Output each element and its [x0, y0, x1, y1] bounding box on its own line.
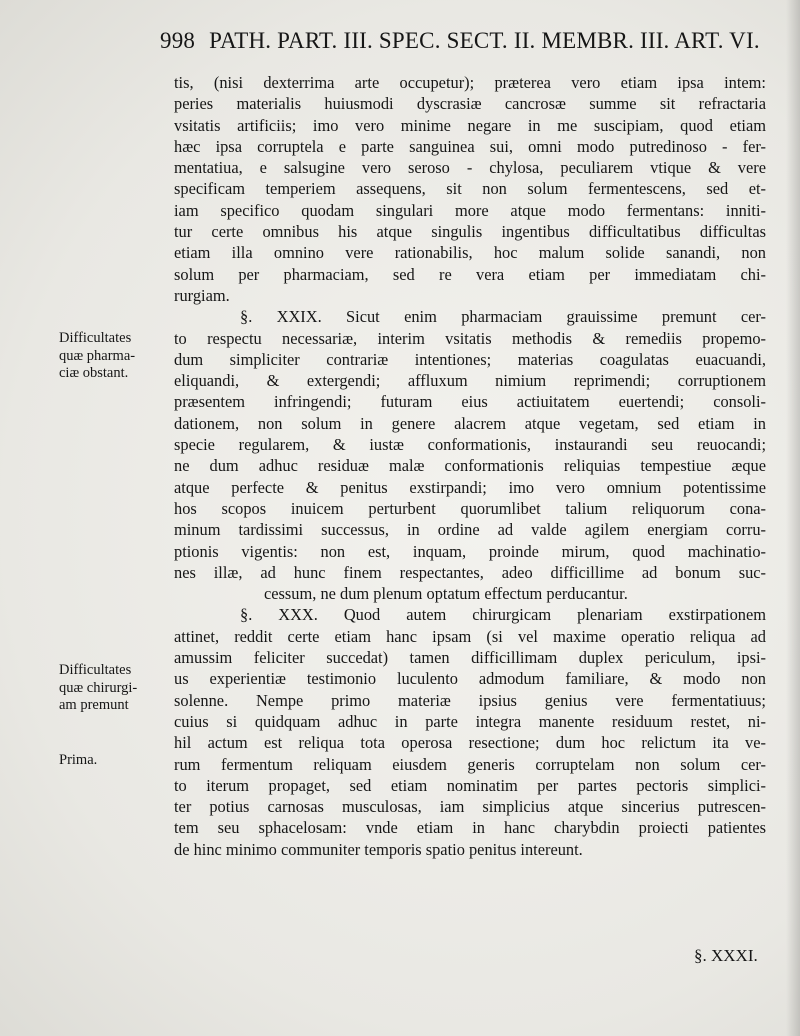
- text-line: ter potius carnosas musculosas, iam simplicius atque sincerius putrescen-: [174, 797, 766, 817]
- text-line: specie regularem, & iustæ conformationis, instaurandi seu reuocandi;: [174, 435, 766, 455]
- text-line: cuius si quidquam adhuc in parte integra manente residuum restet, ni-: [174, 711, 766, 731]
- section-heading-line: §. XXX. Quod autem chirurgicam plenariam exstirpationem: [240, 605, 766, 625]
- text-line: præsentem infringendi; futuram eius actiuitatem euertendi; consoli-: [174, 392, 766, 412]
- margin-note-line: am premunt: [59, 697, 129, 713]
- margin-note-pharmacy: [59, 330, 174, 383]
- section-heading-line: §. XXIX. Sicut enim pharmaciam grauissime premunt cer-: [240, 307, 766, 327]
- text-line: solum per pharmaciam, sed re vera etiam per immediatam chi-: [174, 264, 766, 284]
- text-line: attinet, reddit certe etiam hanc ipsam (si vel maxime operatio reliqua ad: [174, 626, 766, 646]
- text-line: specificam temperiem assequens, sit non solum fermentescens, sed et-: [174, 179, 766, 199]
- text-line: nes illæ, ad hunc finem respectantes, adeo difficillime ad bonum suc-: [174, 562, 766, 582]
- text-line: iam specifico quodam singulari more atque modo fermentans: inniti-: [174, 200, 766, 220]
- text-line: eliquandi, & extergendi; affluxum nimium reprimendi; corruptionem: [174, 371, 766, 391]
- text-line: vsitatis artificiis; imo vero minime negare in me suscipiam, quod etiam: [174, 115, 766, 135]
- text-line: etiam illa omnino vere rationabilis, hoc malum solide sanandi, non: [174, 243, 766, 263]
- text-line: tem seu sphacelosam: vnde etiam in hanc charybdin proiecti patientes: [174, 818, 766, 838]
- body-text: [174, 72, 766, 860]
- margin-note-line: ciæ obstant.: [59, 365, 129, 381]
- margin-note-line: Difficultates: [59, 330, 132, 346]
- catchword: §. XXXI.: [694, 946, 758, 965]
- text-line: minum tardissimi successus, in ordine ad valde agilem energiam corru-: [174, 520, 766, 540]
- text-line: rurgiam.: [174, 285, 230, 305]
- text-line: us experientiæ testimonio luculento admodum familiare, & modo non: [174, 669, 766, 689]
- margin-note-line: quæ chirurgi-: [59, 679, 138, 696]
- margin-note-line: Prima.: [59, 752, 98, 768]
- margin-note-first: [59, 752, 174, 770]
- text-line: to respectu necessariæ, interim vsitatis methodis & remediis propemo-: [174, 328, 766, 348]
- text-line: atque perfecte & penitus exstirpandi; imo vero omnium potentissime: [174, 477, 766, 497]
- text-line: hil actum est reliqua tota operosa resectione; dum hoc relictum ita ve-: [174, 733, 766, 753]
- text-line: ptionis vigentis: non est, inquam, proinde mirum, quod machinatio-: [174, 541, 766, 561]
- text-line: dum simpliciter contrariæ intentiones; materias coagulatas euacuandi,: [174, 349, 766, 369]
- text-line: hos scopos inuicem perturbent quorumlibet talium reliquorum cona-: [174, 498, 766, 518]
- text-line: cessum, ne dum plenum optatum effectum perducantur.: [264, 584, 628, 604]
- text-line: de hinc minimo communiter temporis spatio penitus intereunt.: [174, 839, 583, 859]
- running-head: [160, 28, 760, 54]
- text-line: to iterum propaget, sed etiam nominatim per partes pectoris simplici-: [174, 775, 766, 795]
- text-line: dationem, non solum in genere alacrem atque vegetam, sed etiam in: [174, 413, 766, 433]
- margin-note-surgery: [59, 662, 174, 715]
- margin-note-line: quæ pharma-: [59, 347, 136, 364]
- text-line: ne dum adhuc residuæ malæ conformationis reliquias tempestiue æque: [174, 456, 766, 476]
- page-edge-shadow: [786, 0, 800, 1036]
- text-line: solenne. Nempe primo materiæ ipsius genius vere fermentatiuus;: [174, 690, 766, 710]
- running-head-title: PATH. PART. III. SPEC. SECT. II. MEMBR. III. ART. VI.: [209, 28, 760, 53]
- text-line: tis, (nisi dexterrima arte occupetur); præterea vero etiam ipsa intem:: [174, 73, 766, 92]
- text-line: hæc ipsa corruptela e parte sanguinea sui, omni modo putredinoso - fer-: [174, 136, 766, 156]
- text-line: rum fermentum reliquam eiusdem generis corruptelam non solum cer-: [174, 754, 766, 774]
- page-number: 998: [160, 28, 196, 53]
- text-line: peries materialis huiusmodi dyscrasiæ cancrosæ summe sit refractaria: [174, 94, 766, 114]
- text-line: mentatiua, e salsugine vero seroso - chylosa, peculiarem vtique & vere: [174, 158, 766, 178]
- text-line: amussim feliciter succedat) tamen difficillimam duplex periculum, ipsi-: [174, 648, 766, 668]
- text-line: tur certe omnibus his atque singulis ingentibus difficultatibus difficultas: [174, 222, 766, 242]
- margin-note-line: Difficultates: [59, 662, 132, 678]
